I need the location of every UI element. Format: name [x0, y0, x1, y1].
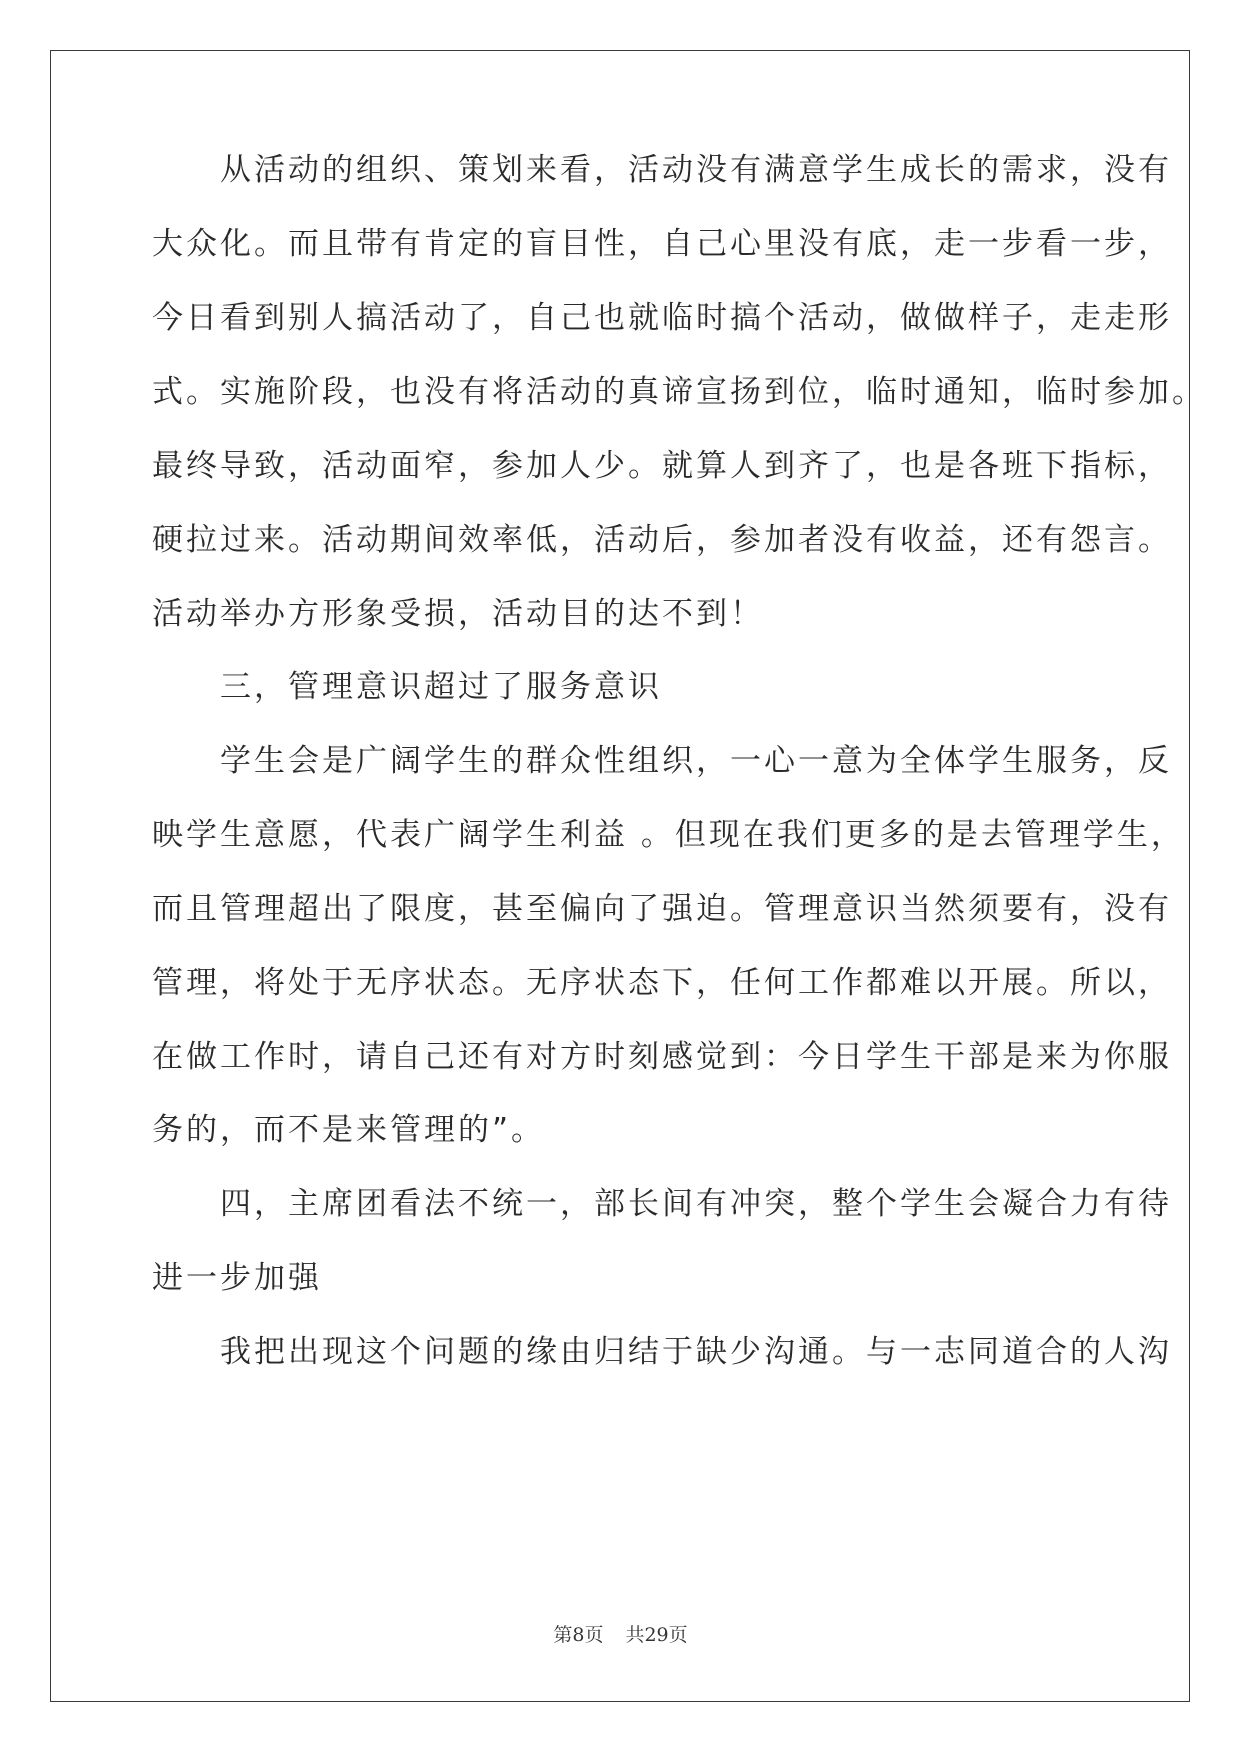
section-heading: 四，主席团看法不统一，部长间有冲突，整个学生会凝合力有待	[152, 1186, 1172, 1222]
text-line: 最终导致，活动面窄，参加人少。就算人到齐了，也是各班下指标，	[152, 448, 1172, 484]
text-line: 活动举办方形象受损，活动目的达不到！	[152, 596, 764, 632]
section-heading: 三，管理意识超过了服务意识	[152, 669, 662, 705]
text-line: 在做工作时，请自己还有对方时刻感觉到：今日学生干部是来为你服	[152, 1039, 1172, 1075]
text-line: 我把出现这个问题的缘由归结于缺少沟通。与一志同道合的人沟	[152, 1334, 1172, 1370]
text-line: 学生会是广阔学生的群众性组织，一心一意为全体学生服务，反	[152, 743, 1172, 779]
text-line: 而且管理超出了限度，甚至偏向了强迫。管理意识当然须要有，没有	[152, 891, 1172, 927]
text-line: 映学生意愿，代表广阔学生利益 。但现在我们更多的是去管理学生，	[152, 817, 1185, 853]
text-line: 大众化。而且带有肯定的盲目性，自己心里没有底，走一步看一步，	[152, 226, 1172, 262]
text-line: 从活动的组织、策划来看，活动没有满意学生成长的需求，没有	[152, 152, 1172, 188]
page-number: 第8页	[553, 1624, 604, 1646]
text-line: 硬拉过来。活动期间效率低，活动后，参加者没有收益，还有怨言。	[152, 522, 1172, 558]
page-footer	[0, 1620, 1241, 1647]
text-line: 式。实施阶段，也没有将活动的真谛宣扬到位，临时通知，临时参加。	[152, 374, 1206, 410]
text-line: 今日看到别人搞活动了，自己也就临时搞个活动，做做样子，走走形	[152, 300, 1172, 336]
text-line: 管理，将处于无序状态。无序状态下，任何工作都难以开展。所以，	[152, 965, 1172, 1001]
page-total: 共29页	[625, 1624, 688, 1646]
section-heading: 进一步加强	[152, 1260, 322, 1296]
text-line: 务的，而不是来管理的”。	[152, 1112, 546, 1148]
